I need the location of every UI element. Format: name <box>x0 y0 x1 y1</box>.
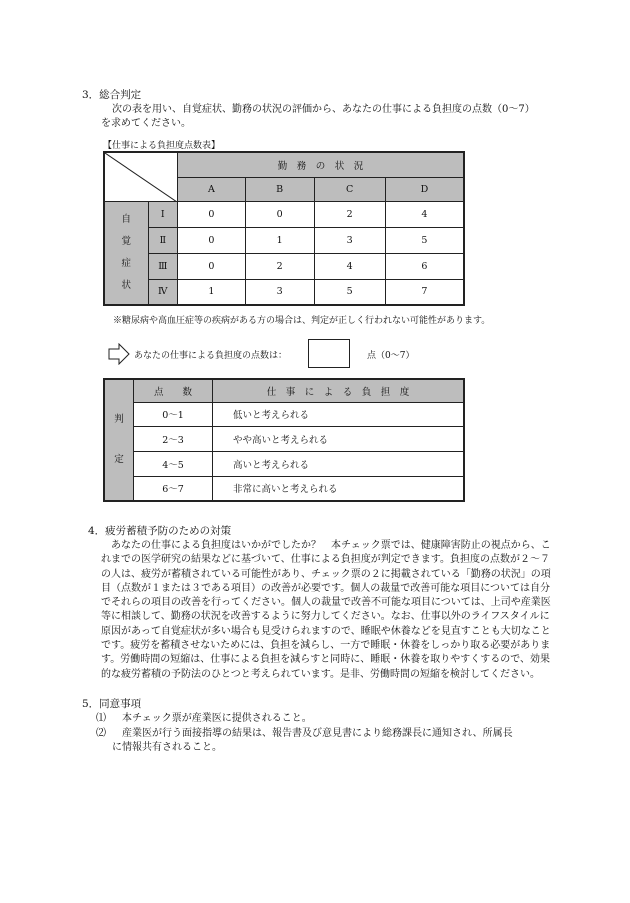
body-line: れまでの医学研究の結果などに基づいて、仕事による負担度が判定できます。負担度の点数が２～７ <box>101 554 550 566</box>
body-line: の人は、疲労が蓄積されている可能性があり、チェック票の２に掲載されている「勤務の状況」の項 <box>101 568 551 580</box>
body-line: 原因があって自覚症状が多い場合も見受けられますので、睡眠や休養などを見直すことも大切なこと <box>101 625 551 637</box>
score-unit: 点（0～7） <box>367 351 415 361</box>
body-line: あなたの仕事による負担度はいかがでしたか？ 本チェック票では、健康障害防止の視点から、こ <box>111 540 551 551</box>
score-cell: 0 <box>178 227 246 253</box>
col-header-a: A <box>178 177 246 201</box>
score-cell: 5 <box>314 279 385 305</box>
col-header-d: D <box>385 177 464 201</box>
judgement-label-char: 定 <box>114 454 124 465</box>
burden-score-table <box>103 151 465 306</box>
agreement-item-2-number: ⑵ <box>96 728 106 739</box>
score-cell: 2 <box>314 201 385 227</box>
score-cell: 4 <box>385 201 464 227</box>
disease-note: ※糖尿病や高血圧症等の疾病がある方の場合は、判定が正しく行われない可能性があります。 <box>113 316 491 326</box>
agreement-item-1-number: ⑴ <box>96 713 106 724</box>
row-header: Ⅲ <box>148 253 177 279</box>
judgement-label-cell <box>104 379 134 501</box>
score-cell: 0 <box>245 201 314 227</box>
score-cell: 3 <box>245 279 314 305</box>
section3-intro-line2: を求めてください。 <box>101 118 191 129</box>
symptom-label-char: 状 <box>121 279 132 291</box>
work-status-header: 勤 務 の 状 況 <box>178 152 465 177</box>
score-cell: 3 <box>314 227 385 253</box>
col-header-b: B <box>245 177 314 201</box>
body-line: です。疲労を蓄積させないためには、負担を減らし、一方で睡眠・休養をしっかり取る必要がありま <box>101 640 551 652</box>
row-header: Ⅳ <box>148 279 177 305</box>
arrow-right-icon <box>108 343 130 365</box>
burden-header: 仕 事 に よ る 負 担 度 <box>213 379 465 402</box>
judgement-points: 4～5 <box>134 451 213 476</box>
section4-body <box>101 539 561 682</box>
section5-heading: 5．同意事項 <box>82 698 142 710</box>
score-cell: 0 <box>178 201 246 227</box>
judgement-points: 6～7 <box>134 476 213 501</box>
judgement-table <box>103 378 465 502</box>
diagonal-header-cell <box>104 152 178 201</box>
points-header: 点 数 <box>134 379 213 402</box>
body-line: 的な疲労蓄積の予防法のひとつと考えられています。是非、労働時間の短縮を検討してください。 <box>101 668 540 680</box>
row-header: Ⅰ <box>148 201 177 227</box>
diagonal-line <box>105 153 177 202</box>
judgement-points: 2～3 <box>134 426 213 451</box>
judgement-text: 高いと考えられる <box>213 451 465 476</box>
judgement-text: 非常に高いと考えられる <box>213 476 465 501</box>
agreement-item-1: 本チェック票が産業医に提供されること。 <box>122 713 312 724</box>
score-cell: 0 <box>178 253 246 279</box>
score-cell: 5 <box>385 227 464 253</box>
score-cell: 7 <box>385 279 464 305</box>
section4-heading: 4．疲労蓄積予防のための対策 <box>88 525 232 537</box>
agreement-item-2-line1: 産業医が行う面接指導の結果は、報告書及び意見書により総務課長に通知され、所属長 <box>122 728 513 739</box>
score-prompt: あなたの仕事による負担度の点数は： <box>134 351 288 361</box>
score-cell: 1 <box>178 279 246 305</box>
symptom-label-cell <box>104 201 148 305</box>
body-line: 目（点数が１または３である項目）の改善が必要です。個人の裁量で改善可能な項目については自分 <box>101 582 550 594</box>
table-caption: 【仕事による負担度点数表】 <box>103 141 221 151</box>
row-header: Ⅱ <box>148 227 177 253</box>
judgement-points: 0～1 <box>134 402 213 426</box>
body-line: 等に相談して、勤務の状況を改善するように努力してください。なお、仕事以外のライフスタイルに <box>101 611 550 623</box>
agreement-item-2-line2: に情報共有されること。 <box>112 742 222 753</box>
col-header-c: C <box>314 177 385 201</box>
judgement-text: やや高いと考えられる <box>213 426 465 451</box>
symptom-label-char: 覚 <box>121 235 132 247</box>
score-cell: 1 <box>245 227 314 253</box>
body-line: でそれらの項目の改善を行ってください。個人の裁量で改善不可能な項目については、上司や産業医 <box>101 597 551 609</box>
section3-intro-line1: 次の表を用い、自覚症状、勤務の状況の評価から、あなたの仕事による負担度の点数（0～7） <box>112 104 535 115</box>
score-cell: 6 <box>385 253 464 279</box>
judgement-label-char: 判 <box>114 414 124 425</box>
score-cell: 2 <box>245 253 314 279</box>
score-input-box[interactable] <box>308 339 350 368</box>
section3-heading: 3．総合判定 <box>82 89 142 101</box>
score-cell: 4 <box>314 253 385 279</box>
symptom-label-char: 症 <box>121 257 132 269</box>
body-line: す。労働時間の短縮は、仕事による負担を減らすと同時に、睡眠・休養を取りやすくするので、効果 <box>101 654 550 666</box>
judgement-text: 低いと考えられる <box>213 402 465 426</box>
symptom-label-char: 自 <box>121 213 132 225</box>
